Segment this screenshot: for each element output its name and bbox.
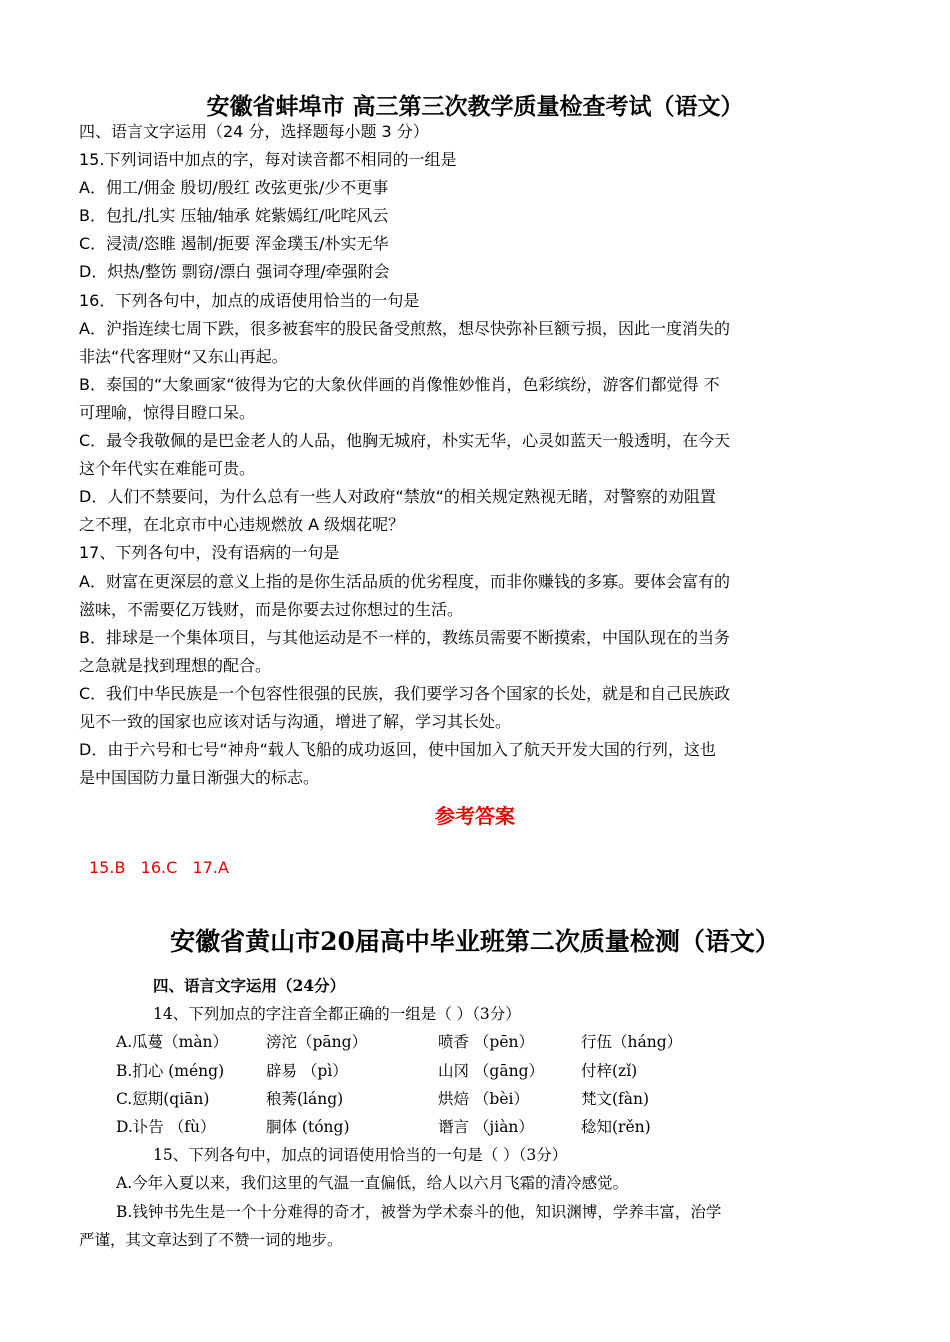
- option-row-d: [116, 1113, 876, 1141]
- section1-line: A．沪指连续七周下跌，很多被套牢的股民备受煎熬，想尽快弥补巨额亏损，因此一度消失的: [79, 318, 730, 338]
- section1-line: 四、语言文字运用（24 分，选择题每小题 3 分）: [79, 122, 429, 141]
- option-cell: 辟易 （pì）: [266, 1061, 348, 1080]
- question-14: 14、下列加点的字注音全都正确的一组是（ ）（3分）: [153, 1005, 521, 1024]
- question-15-line: A.今年入夏以来，我们这里的气温一直偏低，给人以六月飞霜的清冷感觉。: [116, 1174, 629, 1193]
- section1-title: 安徽省蚌埠市 高三第三次教学质量检查考试（语文）: [206, 94, 744, 120]
- section1-line: B．泰国的“大象画家“彼得为它的大象伙伴画的肖像惟妙惟肖，色彩缤纷，游客们都觉得 不: [79, 374, 720, 394]
- option-cell: 滂沱（pāng）: [266, 1033, 368, 1052]
- section1-line: 16．下列各句中，加点的成语使用恰当的一句是: [79, 290, 420, 310]
- section1-line: 见不一致的国家也应该对话与沟通，增进了解，学习其长处。: [79, 711, 512, 731]
- section1-line: B．包扎/扎实 压轴/轴承 姹紫嫣红/叱咤风云: [79, 206, 389, 226]
- section1-line: 之不理，在北京市中心违规燃放 A 级烟花呢？: [79, 515, 405, 535]
- option-cell: 行伍（háng）: [581, 1033, 683, 1052]
- section1-line: 可理喻，惊得目瞪口呆。: [79, 402, 256, 422]
- option-row-a: [116, 1028, 876, 1056]
- option-row-c: [116, 1085, 876, 1113]
- section2-body: [79, 972, 876, 1254]
- option-cell: 喷香 （pēn）: [438, 1033, 535, 1052]
- section1-line: D．由于六号和七号“神舟“载人飞船的成功返回，使中国加入了航天开发大国的行列，这也: [79, 740, 716, 760]
- question-15-line: B.钱钟书先生是一个十分难得的奇才，被誉为学术泰斗的他，知识渊博，学养丰富，治学: [116, 1202, 722, 1221]
- answer-title: 参考答案: [435, 804, 515, 828]
- option-row-b: [116, 1057, 876, 1085]
- question-15-line: 严谨，其文章达到了不赞一词的地步。: [79, 1230, 343, 1249]
- section1-line: 非法“代客理财“又东山再起。: [79, 346, 288, 366]
- section1-line: C．浸渍/恣睢 遏制/扼要 浑金璞玉/朴实无华: [79, 234, 389, 254]
- section1-line: 是中国国防力量日渐强大的标志。: [79, 768, 320, 788]
- section1-line: C．最令我敬佩的是巴金老人的人品，他胸无城府，朴实无华，心灵如蓝天一般透明，在今天: [79, 431, 731, 451]
- section2-heading: 四、语言文字运用（24分）: [153, 976, 346, 995]
- option-cell: 谮言 （jiàn）: [438, 1117, 534, 1136]
- section1-line: 这个年代实在难能可贵。: [79, 459, 256, 479]
- option-cell: 稂莠(láng): [266, 1089, 344, 1108]
- section1-line: D．炽热/整饬 剽窃/漂白 强词夺理/牵强附会: [79, 262, 390, 282]
- section2-title: 安徽省黄山市20届高中毕业班第二次质量检测（语文）: [170, 927, 780, 956]
- option-cell: 稔知(rěn): [581, 1117, 651, 1136]
- section1-line: A．财富在更深层的意义上指的是你生活品质的优劣程度，而非你赚钱的多寡。要体会富有的: [79, 571, 730, 591]
- option-cell: C.愆期(qiān): [116, 1089, 210, 1108]
- option-cell: 胴体 (tóng): [266, 1117, 350, 1136]
- section1-line: A．佣工/佣金 殷切/殷红 改弦更张/少不更事: [79, 178, 389, 198]
- question-15: 15、下列各句中，加点的词语使用恰当的一句是（ ）（3分）: [153, 1146, 568, 1165]
- option-cell: 山冈 （gāng）: [438, 1061, 544, 1080]
- option-cell: 烘焙 （bèi）: [438, 1089, 529, 1108]
- section1-line: B．排球是一个集体项目，与其他运动是不一样的，教练员需要不断摸索，中国队现在的当务: [79, 627, 730, 647]
- option-cell: 付梓(zǐ): [581, 1061, 638, 1080]
- section1-line: C．我们中华民族是一个包容性很强的民族，我们要学习各个国家的长处，就是和自己民族政: [79, 683, 731, 703]
- option-cell: B.扪心 (méng): [116, 1061, 225, 1080]
- option-cell: A.瓜蔓（màn）: [116, 1033, 229, 1052]
- section1-line: 17、下列各句中，没有语病的一句是: [79, 543, 340, 563]
- section1-body: [79, 118, 874, 792]
- option-cell: 梵文(fàn): [581, 1089, 650, 1108]
- option-cell: D.讣告 （fù）: [116, 1117, 216, 1136]
- answer-text: 15.B 16.C 17.A: [89, 858, 229, 877]
- section1-line: 15.下列词语中加点的字，每对读音都不相同的一组是: [79, 150, 457, 170]
- section1-line: D．人们不禁要问，为什么总有一些人对政府“禁放“的相关规定熟视无睹，对警察的劝阻置: [79, 487, 716, 507]
- section1-line: 滋味，不需要亿万钱财，而是你要去过你想过的生活。: [79, 599, 464, 619]
- section1-line: 之急就是找到理想的配合。: [79, 655, 272, 675]
